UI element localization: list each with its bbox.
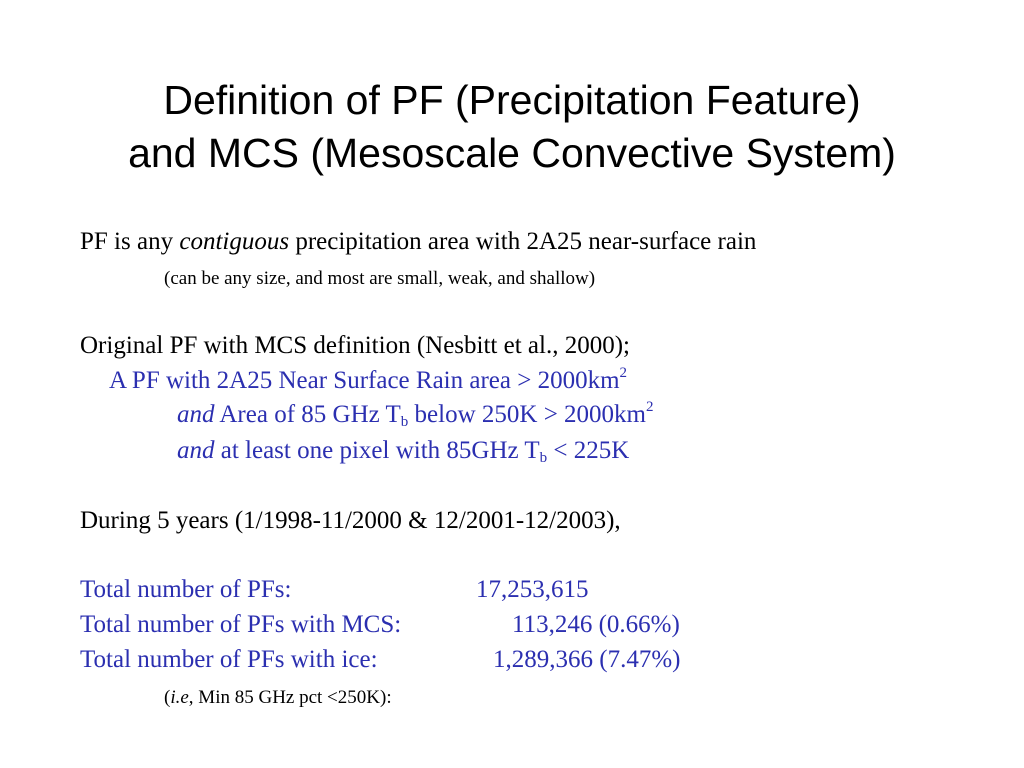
- total-label-mcs: Total number of PFs with MCS:: [80, 611, 402, 638]
- total-label-ice: Total number of PFs with ice:: [80, 646, 378, 673]
- mcs-definition-intro: Original PF with MCS definition (Nesbitt et al., 2000);: [80, 332, 630, 359]
- pf-definition-suffix: precipitation area with 2A25 near-surface rain: [289, 228, 757, 255]
- pf-definition-note: (can be any size, and most are small, weak, and shallow): [164, 268, 596, 289]
- ice-note-rest: , Min 85 GHz pct <250K):: [188, 687, 392, 708]
- period-statement: During 5 years (1/1998-11/2000 & 12/2001-12/2003),: [80, 507, 621, 534]
- mcs-condition-1-text: A PF with 2A25 Near Surface Rain area > 2000km: [109, 367, 620, 394]
- total-value-pfs: 17,253,615: [476, 576, 589, 603]
- total-value-ice: 1,289,366 (7.47%): [493, 646, 681, 673]
- mcs-condition-3: [177, 436, 629, 466]
- mcs-condition-3-and: and: [177, 437, 215, 464]
- pf-definition-emphasis: contiguous: [179, 228, 290, 255]
- pf-definition-prefix: PF is any: [80, 228, 180, 255]
- mcs-condition-2-text-b: below 250K > 2000km: [408, 401, 646, 428]
- mcs-condition-2-text-a: Area of 85 GHz T: [214, 401, 401, 428]
- mcs-condition-2: [177, 400, 654, 430]
- mcs-condition-3-text-b: < 225K: [547, 437, 630, 464]
- ice-note-open: (: [164, 687, 171, 708]
- mcs-condition-3-text-a: at least one pixel with 85GHz T: [214, 437, 540, 464]
- mcs-condition-2-and: and: [177, 401, 215, 428]
- mcs-condition-2-sup: 2: [646, 399, 654, 415]
- title-line-1: Definition of PF (Precipitation Feature): [163, 77, 861, 123]
- pf-definition: [80, 227, 756, 257]
- slide-title: [0, 74, 1024, 180]
- mcs-condition-2-sub: b: [400, 414, 409, 430]
- mcs-condition-1: [109, 366, 627, 396]
- ice-definition-note: [164, 686, 392, 710]
- title-line-2: and MCS (Mesoscale Convective System): [128, 130, 896, 176]
- total-label-pfs: Total number of PFs:: [80, 576, 292, 603]
- mcs-condition-3-sub: b: [539, 450, 548, 466]
- total-value-mcs: 113,246 (0.66%): [512, 611, 680, 638]
- mcs-condition-1-sup: 2: [619, 365, 628, 381]
- ice-note-emphasis: i.e: [170, 687, 189, 708]
